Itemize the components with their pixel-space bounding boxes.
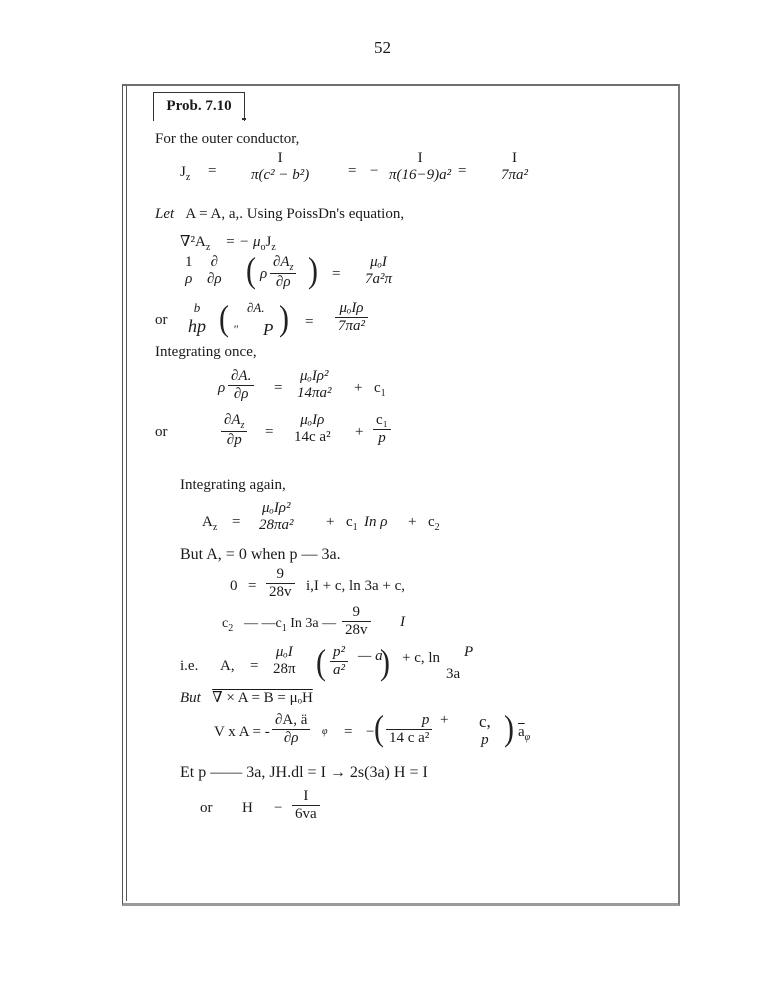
frame-double-rule	[126, 86, 127, 901]
problem-label-box	[153, 92, 245, 121]
intro-text: For the outer conductor,	[155, 131, 300, 147]
boundary-condition-text: But A, = 0 when p — 3a.	[180, 546, 341, 563]
let-line: Let A = A, a,. Using PoissDn's equation,	[155, 206, 405, 222]
integrating-again-text: Integrating again,	[180, 477, 286, 493]
equation-poisson: $\nabla^2A_z$ = − $\mu_oJ_z$	[180, 234, 276, 253]
problem-label: Prob. 7.10	[166, 98, 232, 114]
page-number: 52	[374, 38, 391, 57]
integrating-once-text: Integrating once,	[155, 344, 257, 360]
problem-box-tick	[242, 118, 246, 120]
amperes-law-line: Et p —— 3a, JH.dl = I → 2s(3a) H = I	[180, 764, 428, 781]
equation-curl: But ∇ × A = B = μₒH	[180, 690, 313, 706]
